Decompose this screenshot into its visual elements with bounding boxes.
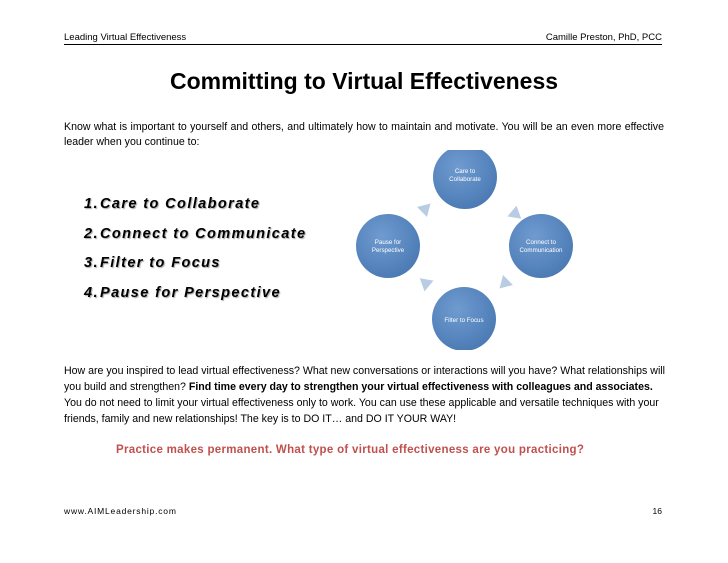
- step-item: [84, 226, 306, 256]
- footer-url: www.AIMLeadership.com: [64, 506, 177, 516]
- header-right: Camille Preston, PhD, PCC: [545, 32, 662, 43]
- cycle-label-top-1: Care to: [454, 168, 476, 175]
- step-item: [84, 255, 306, 285]
- body-bold-text: Find time every day to strengthen your virtual effectiveness with colleagues and associates.: [188, 381, 653, 393]
- cycle-arrow: [495, 275, 513, 293]
- step-label: Connect to Communicate: [100, 225, 307, 242]
- body-text-2: You do not need to limit your virtual effectiveness only to work. You can use these applicable and versatile techniques with your friends, family and new relationships! The key is to DO IT… and DO IT YOUR WAY!: [64, 397, 659, 425]
- step-number: 2.: [84, 225, 99, 242]
- cycle-label-top-2: Collaborate: [449, 176, 481, 183]
- cycle-label-right-1: Connect to: [526, 239, 556, 246]
- step-number: 1.: [84, 196, 99, 212]
- header-left: Leading Virtual Effectiveness: [64, 32, 187, 43]
- step-label: Care to Collaborate: [100, 196, 261, 212]
- step-label: Filter to Focus: [100, 255, 221, 271]
- cycle-diagram: [340, 150, 600, 350]
- page-number: 16: [652, 506, 662, 516]
- cycle-label-left-2: Perspective: [371, 247, 405, 254]
- cycle-arrow: [417, 199, 435, 217]
- cycle-label-left-1: Pause for: [374, 239, 402, 246]
- cycle-label-bottom: Filter to Focus: [444, 317, 484, 324]
- page-title: Committing to Virtual Effectiveness: [169, 68, 559, 94]
- step-number: 4.: [84, 284, 99, 301]
- cycle-arrow: [415, 273, 433, 291]
- steps-list: [84, 196, 306, 314]
- intro-paragraph: Know what is important to yourself and others, and ultimately how to maintain and motivate. You will be an even more effective leader when you continue to:: [64, 121, 664, 148]
- body-paragraph: [64, 363, 668, 427]
- body-text-1: How are you inspired to lead virtual effectiveness? What new conversations or interactions will you have? What relationships will you build and strengthen?: [64, 365, 665, 393]
- cycle-label-right-2: Communication: [519, 247, 563, 254]
- cycle-node-left: [356, 214, 420, 278]
- step-number: 3.: [84, 255, 99, 271]
- step-item: [84, 196, 306, 226]
- step-label: Pause for Perspective: [100, 284, 281, 301]
- header-divider: [64, 44, 662, 45]
- cycle-node-right: [509, 214, 573, 278]
- step-item: [84, 285, 306, 315]
- practice-callout: Practice makes permanent. What type of virtual effectiveness are you practicing?: [116, 444, 585, 456]
